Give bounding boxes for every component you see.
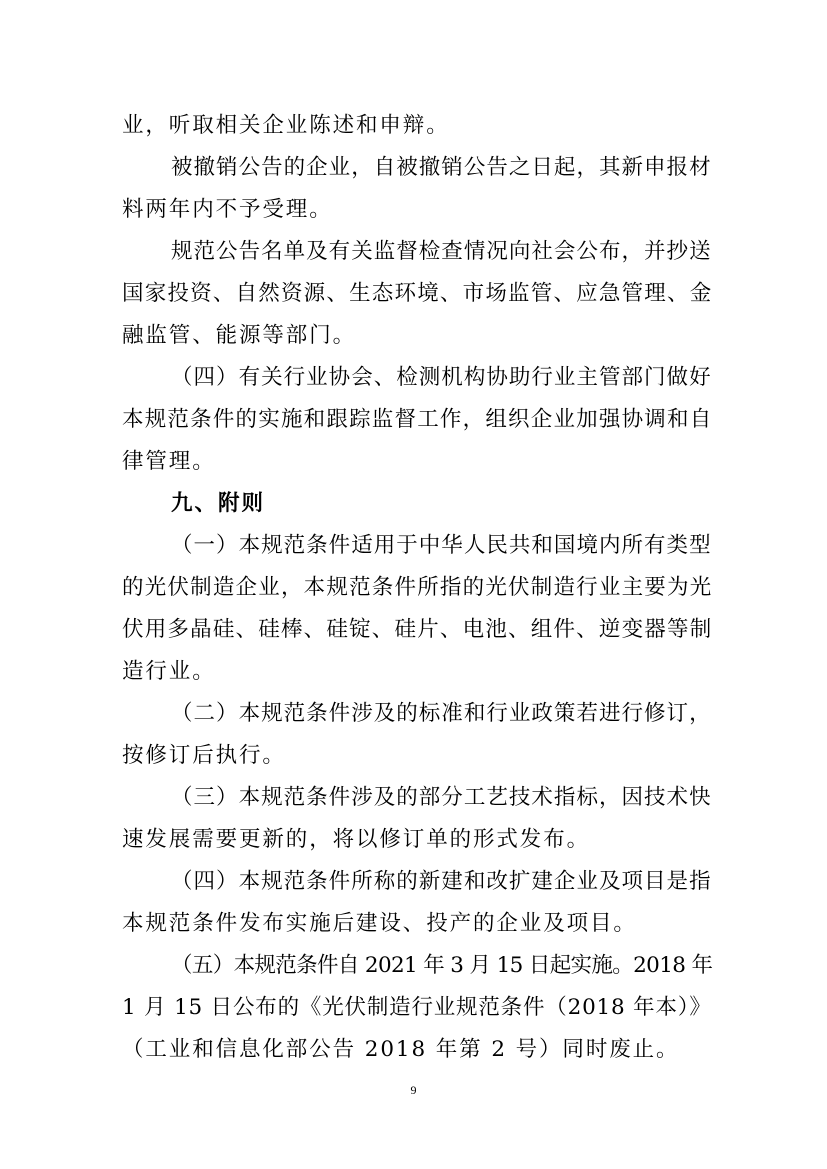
text-line: （四）有关行业协会、检测机构协助行业主管部门做好 [171,365,712,390]
text-line: 本规范条件发布实施后建设、投产的企业及项目。 [122,911,637,936]
text-line: （一）本规范条件适用于中华人民共和国境内所有类型 [171,533,712,558]
text-line: 被撤销公告的企业，自被撤销公告之日起，其新申报材 [171,155,712,180]
text-line: 规范公告名单及有关监督检查情况向社会公布，并抄送 [171,239,712,264]
page-number: 9 [410,1083,417,1097]
text-line: 按修订后执行。 [122,743,286,768]
text-line: （五）本规范条件自 2021 年 3 月 15 日起实施。2018 年 [171,953,713,978]
text-line: 速发展需要更新的，将以修订单的形式发布。 [122,827,591,852]
text-line: 造行业。 [122,659,216,684]
text-line: 业，听取相关企业陈述和申辩。 [122,113,450,138]
text-line: （工业和信息化部公告 2018 年第 2 号）同时废止。 [122,1037,680,1062]
text-line: 本规范条件的实施和跟踪监督工作，组织企业加强协调和自 [122,407,713,432]
text-line: 1 月 15 日公布的《光伏制造行业规范条件（2018 年本）》 [122,995,712,1020]
text-line: 料两年内不予受理。 [122,197,333,222]
text-line: （三）本规范条件涉及的部分工艺技术指标，因技术快 [171,785,712,810]
text-line: 国家投资、自然资源、生态环境、市场监管、应急管理、金 [122,281,713,306]
text-line: 律管理。 [122,449,216,474]
text-line: 融监管、能源等部门。 [122,323,357,348]
text-line: 的光伏制造企业，本规范条件所指的光伏制造行业主要为光 [122,575,713,600]
text-line: 伏用多晶硅、硅棒、硅锭、硅片、电池、组件、逆变器等制 [122,617,713,642]
section-heading: 九、附则 [171,491,266,516]
text-line: （二）本规范条件涉及的标准和行业政策若进行修订， [171,701,712,726]
text-line: （四）本规范条件所称的新建和改扩建企业及项目是指 [171,869,712,894]
